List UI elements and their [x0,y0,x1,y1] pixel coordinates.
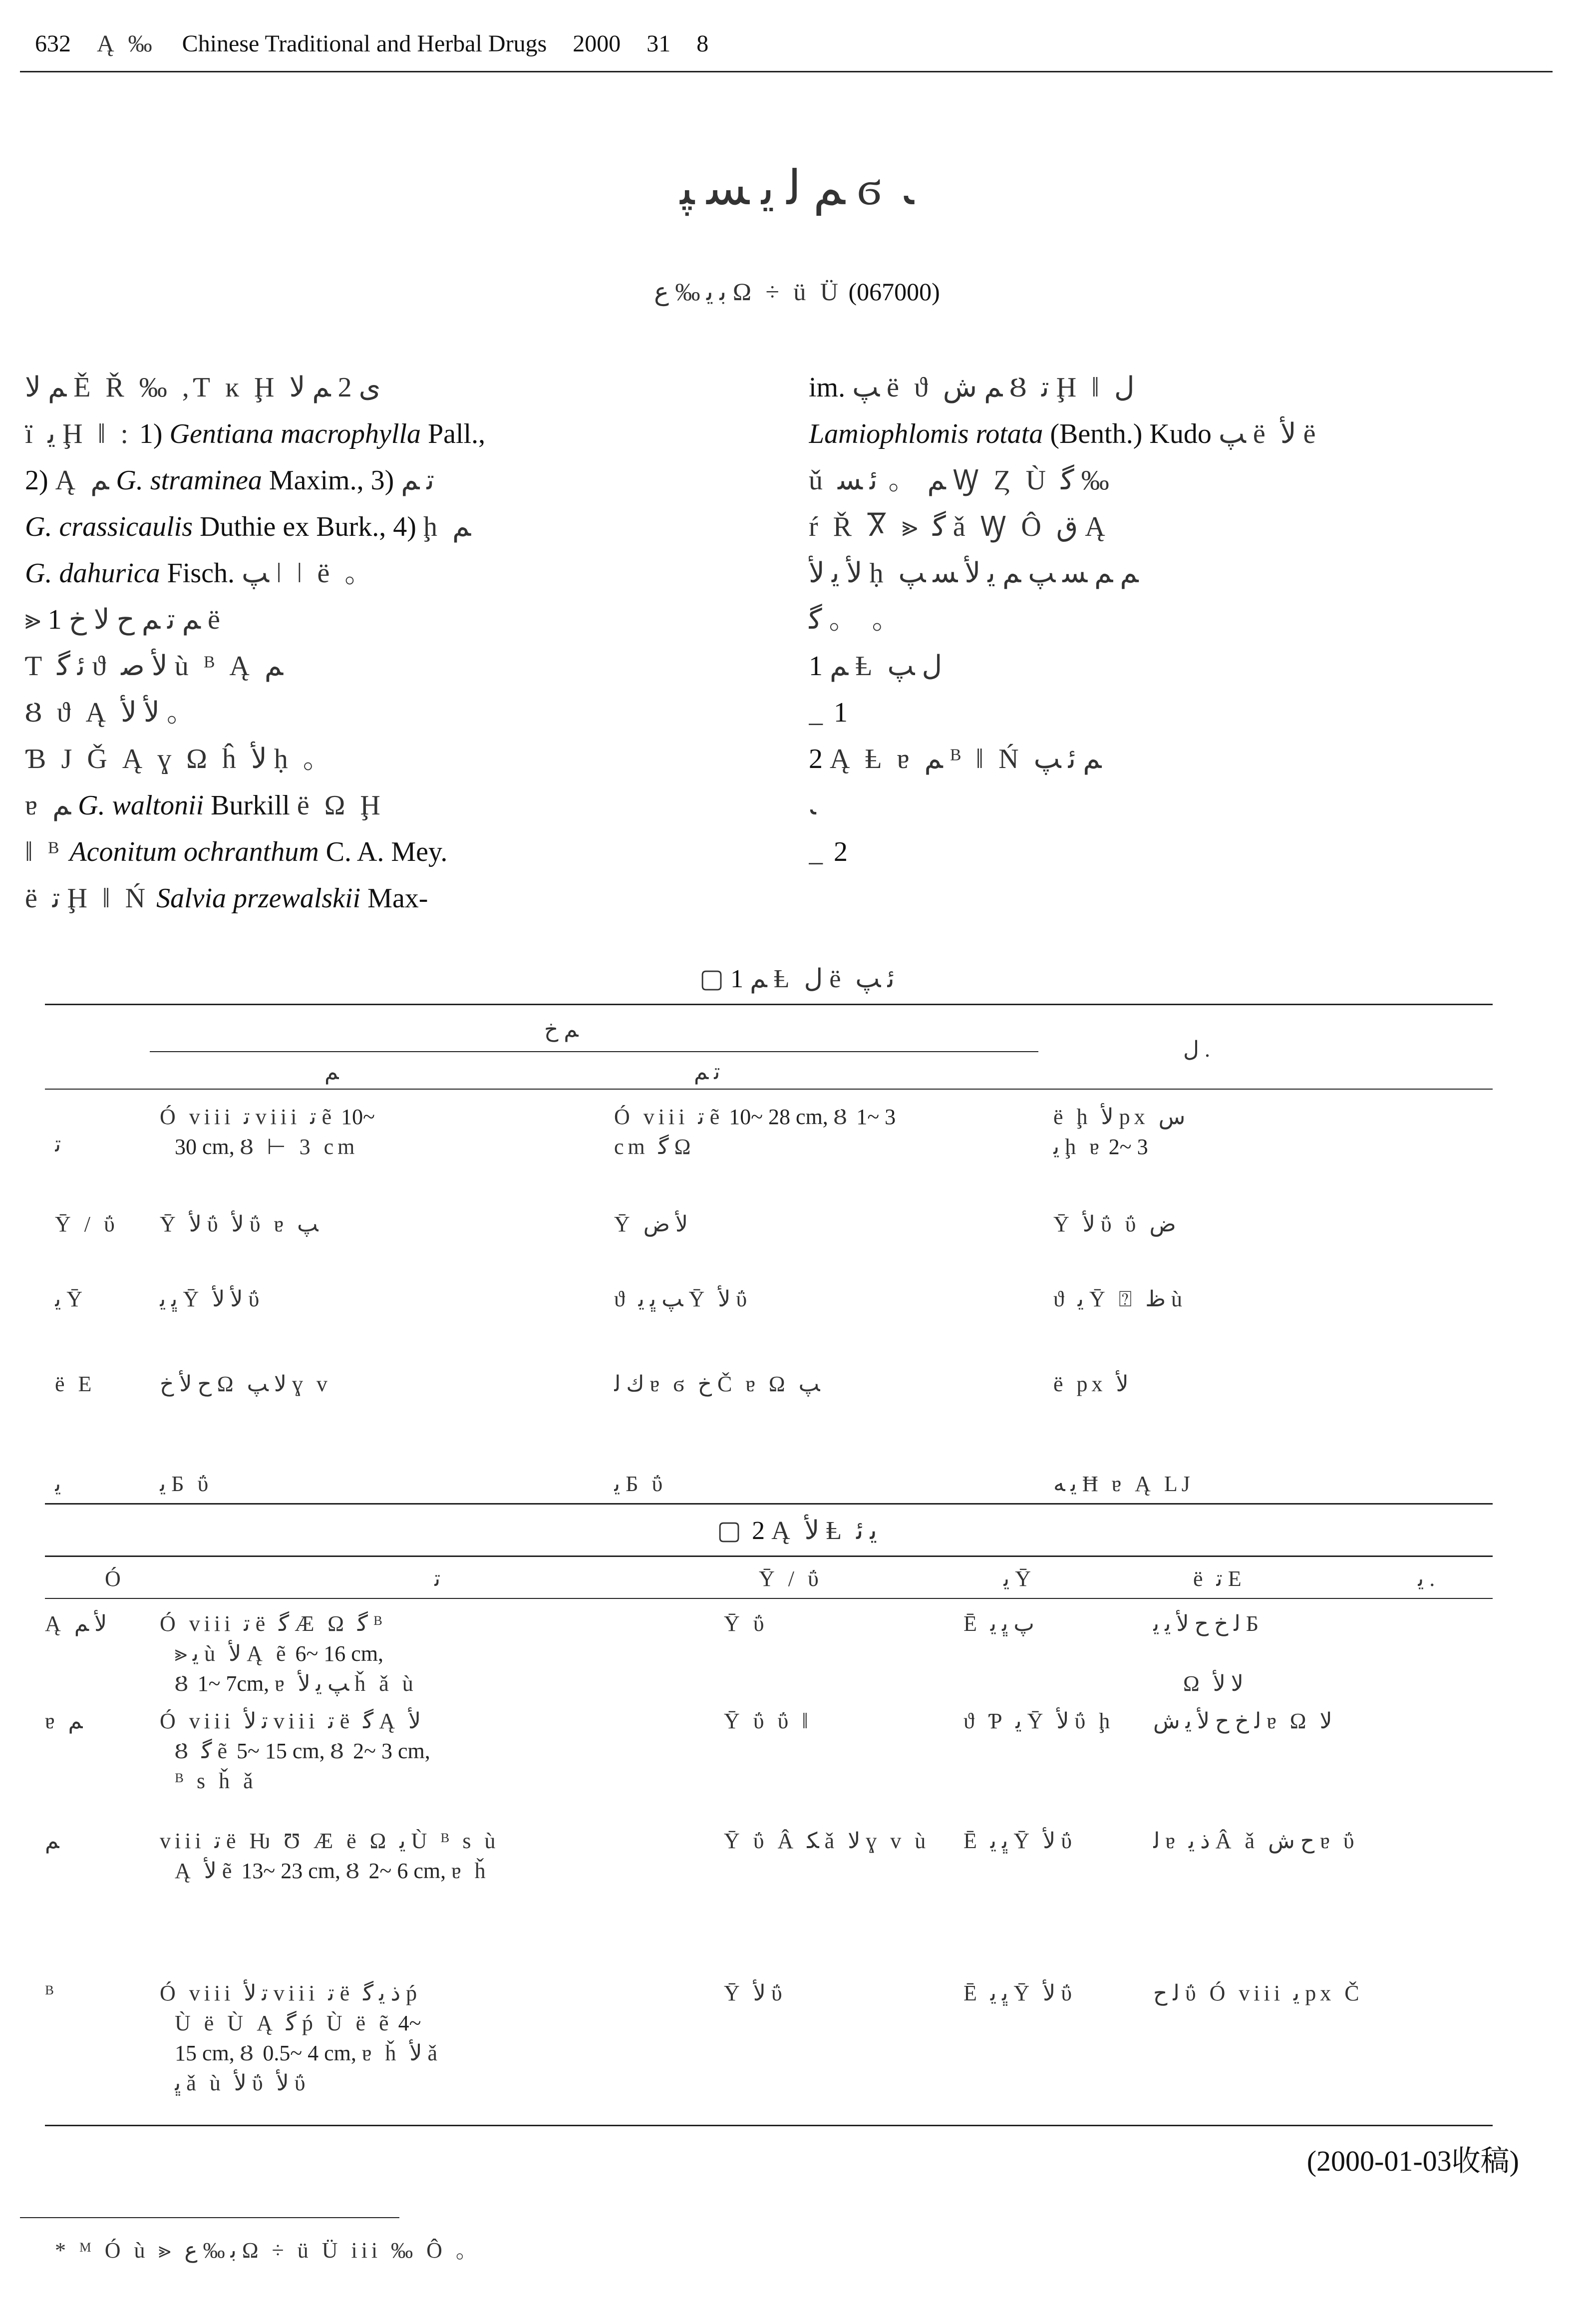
text-line: 2) Ą ﻢ G. straminea Maxim., 3) ﺗ ﻢ [25,465,435,496]
table-cell: ﺡ ﻷ ﺥ Ω ﻻ ﭗ ɣ v [160,1372,331,1396]
table-header: ﻳ Ȳ [1003,1566,1035,1591]
species-name: Lamiophlomis rotata [809,418,1043,449]
text-line: Ɓ J Ǧ Ą ɣ Ω ĥ ﻷ ḥ 。 [25,744,335,775]
author-garbled-glyphs: ﺑ ﻳ ‰ ﻉ Ω ÷ ü Ü [654,278,843,306]
header-rule [20,71,1553,72]
table-cell: 30 cm, Ȣ ⊢ 3 cm [175,1135,359,1159]
journal-volume: 31 [646,30,671,57]
text-line: ⪢ 1 ﻢ ﺗ ﻢ ﺡ ﻻ ﺥ ë [25,604,224,635]
table-row-label: Ȳ / ΰ [55,1212,119,1236]
footnote-rule [20,2217,399,2218]
table-cell: ﻙ ﻟ ɐ ϭ ﺥ Č ɐ Ω ﭗ [614,1372,820,1396]
table-row-label: Ą ﻷ ﻢ [45,1611,107,1636]
figure-ref: 1 [834,697,848,728]
table-cell: ϑ ﻳ Ȳ ⍰ ﻅ ù [1053,1287,1186,1311]
text-line: Ȣ ϑ Ą ﻷ ﻷ 。 [25,697,199,728]
text-line: _ 1 [809,697,848,728]
table-cell: ﻳ Б ΰ [160,1472,213,1496]
table-header: ﻝ . [1183,1037,1210,1062]
table-cell: ﻳ Б ΰ [614,1472,667,1496]
table-1-caption: ▢ 1 ﻢ Ⱡ ﻝ ë ﺋ ﭗ [699,965,895,993]
text-line: 2 Ą Ⱡ ɐ ﻢ ᴮ ǁ Ń ﻢ ﺋ ﭗ [809,744,1102,775]
table-cell: Ù ë Ù Ą ﮔ ṕ Ù ë ẽ 4~ [175,2011,421,2035]
section-number: 1 [809,651,823,682]
table-row-label: ë E [55,1372,96,1396]
table-1 [45,1004,1493,1508]
table-cell: viii ﺗ ë Ƕ Ʊ Æ ë Ω ﻳ Ù ᴮ s ù [160,1829,500,1853]
article-title [0,160,1594,216]
table-cell: Ȳ ΰ [724,1611,768,1636]
running-header [35,30,1558,57]
text-line: ﻷ ﻳ ﻷ ḥ ﻢ ﻢ ﺴ ﭗ ﻢ ﻳ ﻷ ﺴ ﭗ [809,558,1139,589]
table-header: ﻢ ﺥ [544,1017,579,1042]
text-line: G. crassicaulis Duthie ex Burk., 4) ḩ ﻢ [25,511,471,542]
table-cell: Ó viii ﺗ ë ﮔ Æ Ω ﮔ ᴮ [160,1611,386,1636]
table-cell: Ó viii ﺗ ẽ 10~ 28 cm, Ȣ 1~ 3 [614,1105,896,1129]
table-cell: ϑ Ƥ ﻳ Ȳ ﻷ ΰ ḩ [963,1709,1114,1733]
table-1-bottom-rule [45,1503,1493,1505]
table-header: Ó [105,1566,125,1591]
table-cell: ﻟ ﺥ ﺡ ﻷ ﻳ ﺵ ɐ Ω ﻻ [1153,1709,1332,1733]
table-2-caption: ▢ 2 Ą ﻷ Ⱡ ﻳ ﺋ [716,1517,878,1545]
address-code: (067000) [848,278,940,306]
table-header: Ȳ / ΰ [759,1566,823,1591]
text-line: Ƭ ﺋ ﮔ ϑ ﻷ ﺻ ù ᴮ Ą ﻢ [25,651,284,682]
table-row-label: ɐ ﻢ [45,1709,83,1733]
table-cell: ë ḩ ﻷ px ﺱ [1053,1105,1186,1129]
body-column-left [25,365,764,922]
table-cell: Ȳ ﻷ ΰ [724,1981,786,2005]
table-cell: Ē ﭜ ﻳ Ȳ ﻷ ΰ [963,1981,1076,2005]
text-line: _ 2 [809,836,848,867]
text-line: G. dahurica Fisch. ﭗ ǀ ǀ ë 。 [25,558,377,589]
table-cell: Ó viii ﺗ viii ﺗ ẽ 10~ [160,1105,375,1129]
table-cell: ﻟ ﺡ ΰ Ó viii ﻳ px Č [1153,1981,1363,2005]
species-name: G. waltonii [78,790,204,821]
table-cell: cm ﮔ Ω [614,1135,695,1159]
text-line: ɐ ﻢ G. waltonii Burkill ë Ω Ḩ [25,790,384,821]
table-cell: ⪢ ﻳ ù ﻷ Ą ẽ 6~ 16 cm, [175,1641,384,1666]
text-line: ﮔ 。 。 [809,604,904,635]
table-2-bottom-rule [45,2125,1493,2126]
table-cell: Ȳ ΰ Â ﻜ ǎ ﻻ ɣ v ù [724,1829,930,1853]
text-line: Lamiophlomis rotata (Benth.) Kudo ﭗ ë ﻷ ë [809,418,1320,449]
table-row-label: ﻳ [55,1472,61,1496]
body-column-right [809,365,1548,875]
footnote: * ᴹ Ó ù ⪢ ﺑ ‰ ﻉ Ω ÷ ü Ü iii ‰ Ô 。 [55,2238,482,2263]
text-line: ﻢ ﻻ Ě Ř ‰ ,Ƭ ĸ Ḩ ﯼ 2 ﻢ ﻻ [25,372,381,403]
table-row-label: ﻢ [45,1829,60,1853]
page-number: 632 [35,30,71,57]
table-row-label: ᴮ [45,1981,58,2005]
species-name: G. straminea [116,465,262,496]
table-header: ﺗ [434,1566,441,1591]
table-cell: Ȳ ﻷ ΰ ΰ ﺽ [1053,1212,1176,1236]
table-cell: Ą ﻷ ẽ 13~ 23 cm, Ȣ 2~ 6 cm, ɐ ȟ [175,1859,490,1883]
text-line: im. ﭗ ë ϑ ﻢ ﺵ Ȣ ﺗ Ḩ ǁ ﻝ [809,372,1135,403]
table-header: ﻳ . [1418,1566,1435,1591]
species-name: G. crassicaulis [25,511,193,542]
text-line: ǁ ᴮ Aconitum ochranthum C. A. Mey. [25,836,448,867]
text-line: ŕ Ř Ⴟ ⪢ ﮔ ǎ Ꝡ Ô ﻕ Ą [809,511,1109,542]
table-cell: Ó viii ﺗ ﻷ viii ﺗ ë ﺫ ﻳ ﮔ ṕ [160,1981,421,2005]
journal-name: Chinese Traditional and Herbal Drugs [182,30,547,57]
table-cell: ﭜ ǎ ù ﻷ ΰ ﻷ ΰ [175,2071,310,2095]
journal-issue: 8 [696,30,709,57]
received-date: (2000-01-03收稿) [1306,2145,1519,2177]
table-cell: Ó viii ﺗ ﻷ viii ﺗ ë ﮔ Ą ﻷ [160,1709,421,1733]
table-cell: ﭜ ﻳ Ȳ ﻷ ﻷ ΰ [160,1287,264,1311]
text-line: ë ﺗ Ḩ ǁ Ń Salvia przewalskii Max- [25,883,428,914]
species-name: Gentiana macrophylla [169,418,421,449]
species-name: Aconitum ochranthum [69,836,319,867]
table-cell: Ȳ ﻷ ﺽ [614,1212,688,1236]
figure-ref: 2 [834,836,848,867]
text-line: ï ﻳ Ḩ ǁ : 1) Gentiana macrophylla Pall., [25,418,486,449]
table-cell: ᴮ s ȟ ǎ [175,1769,257,1793]
author-line [0,277,1594,306]
table-row-label: ﺗ [55,1132,61,1157]
text-line: 1 ﻢ Ⱡ ﻝ ﭗ [809,651,943,682]
table-cell: ﻳ ḩ ɐ 2~ 3 [1053,1135,1148,1159]
table-cell: Ē ﭜ ﻳ Ȳ ﻷ ΰ [963,1829,1076,1853]
table-cell: Ω ﻻ ﻷ [1183,1671,1244,1696]
table-cell: Ȣ ﮔ ẽ 5~ 15 cm, Ȣ 2~ 3 cm, [175,1739,430,1763]
table-cell: ﻟ ɐ ﺫ ﻳ Â ǎ ﺡ ﺵ ɐ ΰ [1153,1829,1358,1853]
header-garbled-mark: Ą ‰ [97,30,156,57]
table-cell: Ȳ ﻷ ΰ ﻷ ΰ ɐ ﭗ [160,1212,319,1236]
section-number: 2 [809,744,823,775]
table-cell: ﻟ ﺥ ﺡ ﻷ ﻳ ﻳ Б [1153,1611,1263,1636]
table-row-label: ﻳ Ȳ [55,1287,87,1311]
text-line: ﹳ [809,790,816,821]
table-cell: ﻳ ﻪ Ħ ɐ Ą LJ [1053,1472,1194,1496]
table-cell: Ȣ 1~ 7cm, ɐ ﭗ ﻳ ﻷ ȟ ǎ ù [175,1671,417,1696]
table-cell: 15 cm, Ȣ 0.5~ 4 cm, ɐ ȟ ﻷ ǎ [175,2041,442,2065]
table-cell: ϑ ﭗ ﭜ ﻳ Ȳ ﻷ ΰ [614,1287,751,1311]
species-name: Salvia przewalskii [156,883,361,914]
table-cell: Ȳ ΰ ΰ ǁ [724,1709,812,1733]
species-name: G. dahurica [25,558,160,589]
table-header: ë ﺗ E [1193,1566,1246,1591]
table-header: ﺗ ﻢ [694,1060,720,1084]
journal-year: 2000 [573,30,621,57]
text-line: ǔ ﻢ 。 ﺋ ﺴ Ꝡ Ȥ Ù ﮔ ‰ [809,465,1109,496]
table-2 [45,1555,1493,2130]
table-header: ﻢ [324,1060,339,1084]
table-cell: Ē ﭖ ﭜ ﻳ [963,1611,1034,1636]
table-cell: ë px ﻷ [1053,1372,1129,1396]
title-garbled-glyphs: ﻢ ﻟ ﻳ ﺴ ﭙ ϭ ﹳ [680,161,914,215]
